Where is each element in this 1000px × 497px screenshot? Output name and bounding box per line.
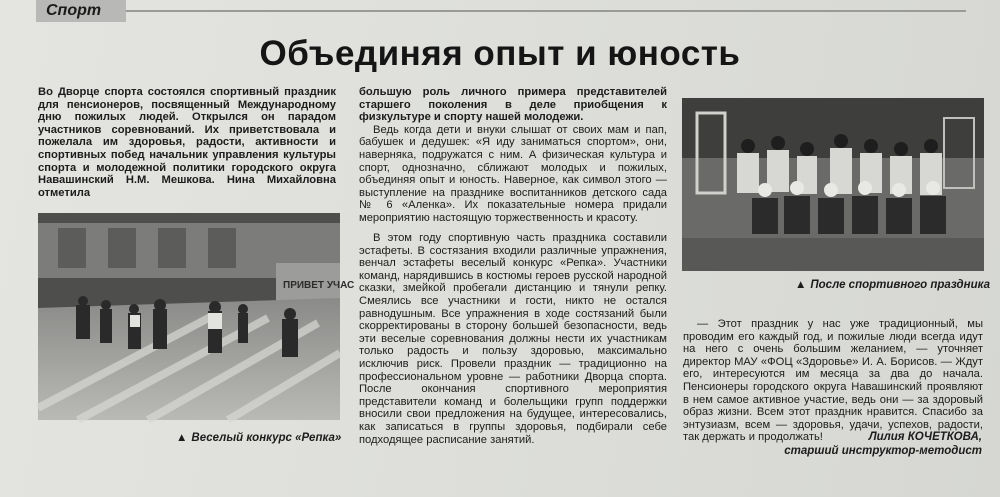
section-rubric: Спорт [36, 0, 126, 22]
article-column-2 [359, 86, 667, 225]
article-headline: Объединяя опыт и юность [259, 34, 741, 73]
lead-continuation: большую роль личного примера представителей старшего поколения в деле приобщения к физкультуре и спорту нашей молодежи. [359, 86, 667, 124]
author-signature [784, 430, 982, 458]
caption-text-1: Веселый конкурс «Репка» [191, 432, 342, 444]
article-column-3 [683, 318, 983, 444]
lead-paragraph: Во Дворце спорта состоялся спортивный праздник для пенсионеров, посвященный Международному дню пожилых людей. Открылся он парадом участников соревнований. Их приветствовала и пожелала им здоровья, радости, активности и спортивных побед начальник управления культуры спорта и молодежной политики городского округа Навашинский Н.М. Мешкова. Нина Михайловна отметила [38, 86, 336, 199]
paragraph-2: В этом году спортивную часть праздника составили эстафеты. В состязания входили различные упражнения, венчал эстафеты веселый конкурс «Репка». Участники команд, нарядившись в костюмы героев русской народной сказки, змейкой пробегали дистанцию и тянули репку. Смеялись все участники и гости, никто не остался равнодушным. Все упражнения в ходе состязаний были скорректированы в сторону большей безопасности, ведь эти веселые соревнования должны нести их участникам только радость и пользу здоровью, максимально исключив риск. Провели праздник — традиционно на профессиональном уровне — работники Дворца спорта. После окончания спортивного мероприятия представители команд и болельщики групп поддержки вносили свои предложения на будущее, интересовались, как записаться в группы здоровья, подбирали себе подходящее расписание занятий. [359, 232, 667, 446]
article-column-2-lower [359, 232, 667, 446]
banner-text: ПРИВЕТ УЧАС [283, 280, 355, 291]
caption-photo-2 [795, 279, 990, 291]
author-name: Лилия КОЧЕТКОВА, [868, 431, 982, 443]
article-column-1 [38, 86, 336, 199]
rubric-divider [126, 10, 966, 12]
caption-text-2: После спортивного праздника [810, 279, 990, 291]
paragraph-1: Ведь когда дети и внуки слышат от своих мам и пап, бабушек и дедушек: «Я иду заниматься спортом», они, наверняка, подружатся с ним. А физическая культура и спорт, однозначно, сближают молодых и пожилых, объединяя опыт и юность. Наверное, как символ этого — выступление на празднике воспитанников детского сада № 6 «Аленка». Их показательные номера придали мероприятию настоящую торжественность и красоту. [359, 123, 667, 224]
triangle-marker-icon: ▲ [795, 279, 807, 291]
photo-repka-contest [38, 213, 355, 420]
caption-photo-1 [176, 432, 341, 444]
photo-after-festival [682, 98, 984, 271]
quote-paragraph: — Этот праздник у нас уже традиционный, мы проводим его каждый год, и пожилые люди всегда идут на него с очень большим желанием, — уточняет директор МАУ «ФОЦ «Здоровье» И. А. Борисов. — Ждут его, интересуются им месяца за два до начала. Пенсионеры городского округа Навашинский проявляют в нем самое активное участие, ведь они — за здоровый образ жизни. Всем этот праздник нравится. Спасибо за энтузиазм, всем — здоровья, удачи, успехов, радости, так держать и продолжать! [683, 318, 983, 444]
author-role: старший инструктор-методист [784, 445, 982, 457]
triangle-marker-icon: ▲ [176, 432, 188, 444]
